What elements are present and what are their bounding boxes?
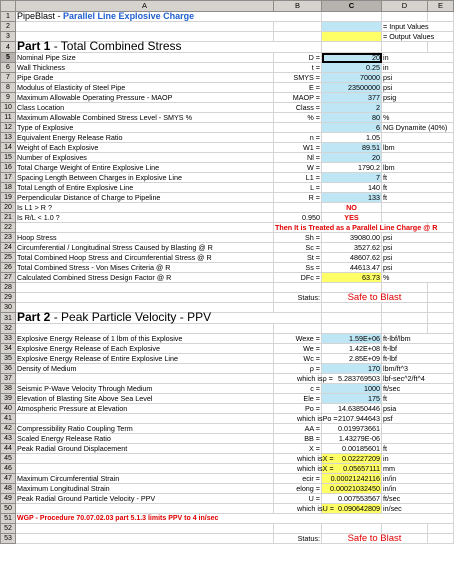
param-symbol[interactable]: BB =: [274, 434, 322, 444]
param-label[interactable]: Explosive Energy Release of 1 lbm of this Explosive: [16, 334, 274, 344]
param-value[interactable]: YES: [322, 213, 382, 223]
row-header-43: 43: [1, 434, 16, 444]
param-label[interactable]: Maximum Allowable Combined Stress Level - SMYS %: [16, 113, 274, 123]
param-symbol[interactable]: St =: [274, 253, 322, 263]
row-header-29: 29: [1, 293, 16, 303]
param-value[interactable]: 377: [322, 93, 382, 103]
status-label[interactable]: Status:: [274, 293, 322, 303]
param-unit[interactable]: psig: [382, 93, 454, 103]
cell[interactable]: [382, 313, 428, 324]
part1-title: - Total Combined Stress: [50, 39, 182, 53]
row-header-48: 48: [1, 484, 16, 494]
row-header-3: 3: [1, 32, 16, 42]
param-label[interactable]: Total Charge Weight of Entire Explosive Line: [16, 163, 274, 173]
param-value[interactable]: 2107.944643: [322, 414, 382, 424]
param-value[interactable]: 140: [322, 183, 382, 193]
param-unit[interactable]: mm: [382, 464, 454, 474]
cell[interactable]: [382, 42, 428, 53]
row-header-25: 25: [1, 253, 16, 263]
cell[interactable]: [428, 303, 454, 313]
param-unit[interactable]: [382, 133, 454, 143]
param-unit[interactable]: in: [382, 454, 454, 464]
param-label[interactable]: Maximum Longitudinal Strain: [16, 484, 274, 494]
row-header-35: 35: [1, 354, 16, 364]
cell[interactable]: [428, 524, 454, 534]
cell[interactable]: [16, 223, 274, 233]
row-header-27: 27: [1, 273, 16, 283]
param-unit[interactable]: in/sec: [382, 504, 454, 514]
row-header-51: 51: [1, 514, 16, 524]
cell[interactable]: [274, 324, 322, 334]
param-value[interactable]: 1.43279E-06: [322, 434, 382, 444]
row-header-15: 15: [1, 153, 16, 163]
param-value[interactable]: 1000: [322, 384, 382, 394]
param-label[interactable]: Explosive Energy Release of Entire Explosive Line: [16, 354, 274, 364]
param-unit[interactable]: %: [382, 113, 454, 123]
cell[interactable]: [16, 293, 274, 303]
param-symbol[interactable]: X =: [274, 444, 322, 454]
param-value[interactable]: 0.00021242116: [322, 474, 382, 484]
param-label[interactable]: Maximum Circumferential Strain: [16, 474, 274, 484]
row-header-26: 26: [1, 263, 16, 273]
row-header-30: 30: [1, 303, 16, 313]
param-unit[interactable]: %: [382, 273, 454, 283]
row-header-28: 28: [1, 283, 16, 293]
row-header-13: 13: [1, 133, 16, 143]
cell[interactable]: [322, 283, 382, 293]
param-symbol[interactable]: Ele =: [274, 394, 322, 404]
param-symbol[interactable]: L =: [274, 183, 322, 193]
param-symbol[interactable]: SMYS =: [274, 73, 322, 83]
row-header-32: 32: [1, 324, 16, 334]
row-header-37: 37: [1, 374, 16, 384]
param-unit[interactable]: in/in: [382, 484, 454, 494]
param-symbol[interactable]: Wexe =: [274, 334, 322, 344]
cell[interactable]: [428, 534, 454, 544]
param-label[interactable]: Is L1 > R ?: [16, 203, 274, 213]
row-header-39: 39: [1, 394, 16, 404]
row-header-21: 21: [1, 213, 16, 223]
param-label[interactable]: Atmospheric Pressure at Elevation: [16, 404, 274, 414]
row-header-34: 34: [1, 344, 16, 354]
param-symbol[interactable]: D =: [274, 53, 322, 63]
row-header-2: 2: [1, 22, 16, 32]
param-symbol[interactable]: Nl =: [274, 153, 322, 163]
row-header-17: 17: [1, 173, 16, 183]
param-unit[interactable]: [382, 153, 454, 163]
legend-input-swatch[interactable]: [322, 22, 382, 32]
row-header-38: 38: [1, 384, 16, 394]
cell[interactable]: [16, 22, 274, 32]
param-symbol[interactable]: ρ =: [274, 364, 322, 374]
param-symbol[interactable]: U =: [274, 494, 322, 504]
param-label[interactable]: Total Combined Stress - Von Mises Criteria @ R: [16, 263, 274, 273]
row-header-8: 8: [1, 83, 16, 93]
param-symbol[interactable]: c =: [274, 384, 322, 394]
note-parallel-line[interactable]: Then It is Treated as a Parallel Line Charge @ R: [275, 223, 438, 232]
param-unit[interactable]: ft-lbf/lbm: [382, 334, 454, 344]
param-label[interactable]: Total Combined Hoop Stress and Circumferential Stress @ R: [16, 253, 274, 263]
param-value[interactable]: 89.51: [322, 143, 382, 153]
param-value[interactable]: 14.63850446: [322, 404, 382, 414]
sheet-title[interactable]: [16, 12, 322, 22]
row-header-36: 36: [1, 364, 16, 374]
param-unit[interactable]: ft/sec: [382, 494, 454, 504]
param-unit[interactable]: psi: [382, 233, 454, 243]
cell[interactable]: [382, 283, 428, 293]
status-value[interactable]: Safe to Blast: [322, 293, 428, 303]
row-header-14: 14: [1, 143, 16, 153]
param-unit[interactable]: ft-lbf: [382, 354, 454, 364]
param-value[interactable]: 0.02227209: [322, 454, 382, 464]
column-header-E[interactable]: E: [428, 1, 454, 12]
param-value[interactable]: 175: [322, 394, 382, 404]
param-label[interactable]: Hoop Stress: [16, 233, 274, 243]
param-label[interactable]: Class Location: [16, 103, 274, 113]
part2-label: Part 2: [17, 310, 51, 324]
param-value[interactable]: 39080.00: [322, 233, 382, 243]
param-unit[interactable]: psi: [382, 243, 454, 253]
param-label[interactable]: Calculated Combined Stress Design Factor @ R: [16, 273, 274, 283]
row-header-44: 44: [1, 444, 16, 454]
param-label[interactable]: [16, 374, 274, 384]
column-header-A[interactable]: A: [16, 1, 274, 12]
param-value[interactable]: 7: [322, 173, 382, 183]
row-header-47: 47: [1, 474, 16, 484]
symbol-text: X =: [322, 454, 334, 463]
param-value[interactable]: 1.42E+08: [322, 344, 382, 354]
which-is-label: which is: [297, 454, 323, 463]
row-header-11: 11: [1, 113, 16, 123]
param-symbol[interactable]: elong =: [274, 484, 322, 494]
param-symbol[interactable]: [274, 464, 334, 474]
param-label[interactable]: Pipe Grade: [16, 73, 274, 83]
param-label[interactable]: Weight of Each Explosive: [16, 143, 274, 153]
cell[interactable]: [382, 324, 428, 334]
param-unit[interactable]: in: [382, 63, 454, 73]
row-header-53: 53: [1, 534, 16, 544]
row-header-7: 7: [1, 73, 16, 83]
param-unit[interactable]: lbm: [382, 143, 454, 153]
param-label[interactable]: Number of Explosives: [16, 153, 274, 163]
param-value[interactable]: 2.85E+09: [322, 354, 382, 364]
param-label[interactable]: Wall Thickness: [16, 63, 274, 73]
param-value[interactable]: 3527.62: [322, 243, 382, 253]
row-header-18: 18: [1, 183, 16, 193]
param-label[interactable]: Compressibility Ratio Coupling Term: [16, 424, 274, 434]
column-header-D[interactable]: D: [382, 1, 428, 12]
symbol-text: U =: [322, 504, 334, 513]
param-unit[interactable]: [382, 213, 454, 223]
param-label[interactable]: Is R/L < 1.0 ?: [16, 213, 274, 223]
param-label[interactable]: Peak Radial Ground Displacement: [16, 444, 274, 454]
param-unit[interactable]: lbf-sec^2/ft^4: [382, 374, 454, 384]
param-symbol[interactable]: Ss =: [274, 263, 322, 273]
part2-heading[interactable]: [16, 310, 322, 324]
legend-output-swatch[interactable]: [322, 32, 382, 42]
param-value[interactable]: 2: [322, 103, 382, 113]
param-symbol[interactable]: [274, 504, 334, 514]
param-unit[interactable]: ft: [382, 193, 454, 203]
row-header-42: 42: [1, 424, 16, 434]
param-symbol[interactable]: ecir =: [274, 474, 322, 484]
cell[interactable]: [274, 22, 322, 32]
row-header-52: 52: [1, 524, 16, 534]
part1-label: Part 1: [17, 39, 51, 53]
row-header-46: 46: [1, 464, 16, 474]
cell[interactable]: [428, 283, 454, 293]
param-unit[interactable]: [382, 434, 454, 444]
param-symbol[interactable]: [274, 454, 334, 464]
cell[interactable]: [322, 12, 382, 22]
part2-title: - Peak Particle Velocity - PPV: [50, 310, 212, 324]
param-unit[interactable]: lbm/ft^3: [382, 364, 454, 374]
param-label[interactable]: Nominal Pipe Size: [16, 53, 274, 63]
param-label[interactable]: Seismic P-Wave Velocity Through Medium: [16, 384, 274, 394]
param-symbol[interactable]: L1 =: [274, 173, 322, 183]
cell[interactable]: [382, 524, 428, 534]
param-symbol[interactable]: % =: [274, 113, 322, 123]
param-unit[interactable]: ft/sec: [382, 384, 454, 394]
select-all-corner[interactable]: [1, 1, 16, 12]
status-value[interactable]: Safe to Blast: [322, 534, 428, 544]
cell[interactable]: [428, 313, 454, 324]
param-value[interactable]: 0.25: [322, 63, 382, 73]
param-symbol[interactable]: [274, 203, 322, 213]
cell[interactable]: [274, 524, 322, 534]
param-value[interactable]: 63.73: [322, 273, 382, 283]
row-header-40: 40: [1, 404, 16, 414]
symbol-text: X =: [322, 464, 334, 473]
param-unit[interactable]: ft-lbf: [382, 344, 454, 354]
row-header-19: 19: [1, 193, 16, 203]
param-value[interactable]: 0.05657111: [322, 464, 382, 474]
param-label[interactable]: [16, 504, 274, 514]
param-value[interactable]: 1.59E+06: [322, 334, 382, 344]
row-header-31: 31: [1, 313, 16, 324]
param-unit[interactable]: ft: [382, 173, 454, 183]
cell[interactable]: [322, 313, 382, 324]
param-symbol[interactable]: E =: [274, 83, 322, 93]
cell[interactable]: [322, 524, 382, 534]
param-value[interactable]: 0.00021032450: [322, 484, 382, 494]
row-header-1: 1: [1, 12, 16, 22]
title-sep: -: [55, 11, 64, 21]
param-value[interactable]: 170: [322, 364, 382, 374]
cell[interactable]: [274, 32, 322, 42]
row-header-23: 23: [1, 233, 16, 243]
column-header-B[interactable]: B: [274, 1, 322, 12]
row-header-24: 24: [1, 243, 16, 253]
title-main: PipeBlast: [17, 11, 56, 21]
cell[interactable]: [16, 534, 274, 544]
param-value[interactable]: 6: [322, 123, 382, 133]
param-symbol[interactable]: DFc =: [274, 273, 322, 283]
column-header-C[interactable]: C: [322, 1, 382, 12]
param-symbol[interactable]: 0.950: [274, 213, 322, 223]
param-label[interactable]: Total Length of Entire Explosive Line: [16, 183, 274, 193]
param-value[interactable]: 48607.62: [322, 253, 382, 263]
param-symbol[interactable]: [274, 374, 333, 384]
param-label[interactable]: Density of Medium: [16, 364, 274, 374]
param-label[interactable]: Circumferential / Longitudinal Stress Caused by Blasting @ R: [16, 243, 274, 253]
param-unit[interactable]: ft: [382, 394, 454, 404]
param-symbol[interactable]: Sh =: [274, 233, 322, 243]
param-unit[interactable]: [382, 103, 454, 113]
param-value[interactable]: 0.00185601: [322, 444, 382, 454]
param-symbol[interactable]: Wc =: [274, 354, 322, 364]
param-unit[interactable]: psi: [382, 263, 454, 273]
param-unit[interactable]: ft: [382, 444, 454, 454]
param-unit[interactable]: lbm: [382, 163, 454, 173]
row-header-5: 5: [1, 53, 16, 63]
param-label[interactable]: Spacing Length Between Charges in Explosive Line: [16, 173, 274, 183]
cell[interactable]: [274, 283, 322, 293]
symbol-text: ρ =: [322, 374, 333, 383]
param-value[interactable]: 20: [322, 153, 382, 163]
row-header-9: 9: [1, 93, 16, 103]
row-header-45: 45: [1, 454, 16, 464]
legend-input-label[interactable]: = Input Values: [382, 22, 454, 32]
param-symbol[interactable]: [274, 414, 338, 424]
param-unit[interactable]: [382, 203, 454, 213]
param-unit[interactable]: ft: [382, 183, 454, 193]
param-label[interactable]: Maximum Allowable Operating Pressure - MAOP: [16, 93, 274, 103]
symbol-text: Po =: [322, 414, 338, 423]
row-header-33: 33: [1, 334, 16, 344]
param-unit[interactable]: psi: [382, 253, 454, 263]
row-header-10: 10: [1, 103, 16, 113]
param-label[interactable]: Equivalent Energy Release Ratio: [16, 133, 274, 143]
param-value[interactable]: 80: [322, 113, 382, 123]
cell[interactable]: [428, 324, 454, 334]
param-label[interactable]: Perpendicular Distance of Charge to Pipeline: [16, 193, 274, 203]
param-value[interactable]: 133: [322, 193, 382, 203]
cell[interactable]: [322, 303, 382, 313]
row-header-41: 41: [1, 414, 16, 424]
param-unit[interactable]: in/in: [382, 474, 454, 484]
param-value[interactable]: 44613.47: [322, 263, 382, 273]
param-label[interactable]: [16, 454, 274, 464]
param-symbol[interactable]: W =: [274, 163, 322, 173]
param-symbol[interactable]: Po =: [274, 404, 322, 414]
param-value[interactable]: 70000: [322, 73, 382, 83]
active-cell-value[interactable]: 20: [322, 53, 382, 63]
param-value[interactable]: 1.05: [322, 133, 382, 143]
row-header-12: 12: [1, 123, 16, 133]
ppv-limit-note[interactable]: WGP - Procedure 70.07.02.03 part 5.1.3 limits PPV to 4 in/sec: [16, 514, 454, 524]
param-symbol[interactable]: [274, 123, 322, 133]
param-value[interactable]: 1790.2: [322, 163, 382, 173]
row-header-49: 49: [1, 494, 16, 504]
param-symbol[interactable]: W1 =: [274, 143, 322, 153]
which-is-label: which is: [297, 414, 323, 423]
param-label[interactable]: Modulus of Elasticity of Steel Pipe: [16, 83, 274, 93]
cell[interactable]: [16, 324, 274, 334]
param-value[interactable]: 0.019973661: [322, 424, 382, 434]
row-header-22: 22: [1, 223, 16, 233]
param-label[interactable]: Type of Explosive: [16, 123, 274, 133]
cell[interactable]: [322, 42, 382, 53]
param-unit[interactable]: [382, 424, 454, 434]
cell[interactable]: [274, 303, 322, 313]
param-value[interactable]: NO: [322, 203, 382, 213]
row-header-4: 4: [1, 42, 16, 53]
param-value[interactable]: 5.283769503: [322, 374, 382, 384]
param-label[interactable]: Elevation of Blasting Site Above Sea Level: [16, 394, 274, 404]
which-is-label: which is: [297, 374, 323, 383]
row-header-20: 20: [1, 203, 16, 213]
param-label[interactable]: [16, 464, 274, 474]
param-value[interactable]: 0.007553567: [322, 494, 382, 504]
param-symbol[interactable]: R =: [274, 193, 322, 203]
cell[interactable]: [382, 303, 428, 313]
param-symbol[interactable]: n =: [274, 133, 322, 143]
param-value[interactable]: 23500000: [322, 83, 382, 93]
cell[interactable]: [428, 293, 454, 303]
cell[interactable]: [322, 324, 382, 334]
status-label[interactable]: Status:: [274, 534, 322, 544]
param-symbol[interactable]: AA =: [274, 424, 322, 434]
param-label[interactable]: [16, 414, 274, 424]
param-unit[interactable]: psf: [382, 414, 454, 424]
part1-heading[interactable]: [16, 39, 322, 53]
title-subtitle: Parallel Line Explosive Charge: [63, 11, 195, 21]
param-unit[interactable]: psi: [382, 73, 454, 83]
legend-output-label[interactable]: = Output Values: [382, 32, 454, 42]
param-unit[interactable]: in: [382, 53, 454, 63]
param-unit[interactable]: psi: [382, 83, 454, 93]
cell[interactable]: [428, 12, 454, 22]
row-header-16: 16: [1, 163, 16, 173]
cell[interactable]: [16, 283, 274, 293]
param-symbol[interactable]: Sc =: [274, 243, 322, 253]
param-label[interactable]: Scaled Energy Release Ratio: [16, 434, 274, 444]
which-is-label: which is: [297, 504, 323, 513]
cell[interactable]: [382, 12, 428, 22]
row-header-50: 50: [1, 504, 16, 514]
param-symbol[interactable]: t =: [274, 63, 322, 73]
param-symbol[interactable]: Class =: [274, 103, 322, 113]
param-label[interactable]: Explosive Energy Release of Each Explosive: [16, 344, 274, 354]
row-header-6: 6: [1, 63, 16, 73]
param-label[interactable]: Peak Radial Ground Particle Velocity - PPV: [16, 494, 274, 504]
cell[interactable]: [428, 42, 454, 53]
param-unit[interactable]: NG Dynamite (40%): [382, 123, 454, 133]
which-is-label: which is: [297, 464, 323, 473]
param-unit[interactable]: psia: [382, 404, 454, 414]
param-symbol[interactable]: We =: [274, 344, 322, 354]
param-value[interactable]: 0.090642809: [322, 504, 382, 514]
cell[interactable]: [16, 524, 274, 534]
param-symbol[interactable]: MAOP =: [274, 93, 322, 103]
